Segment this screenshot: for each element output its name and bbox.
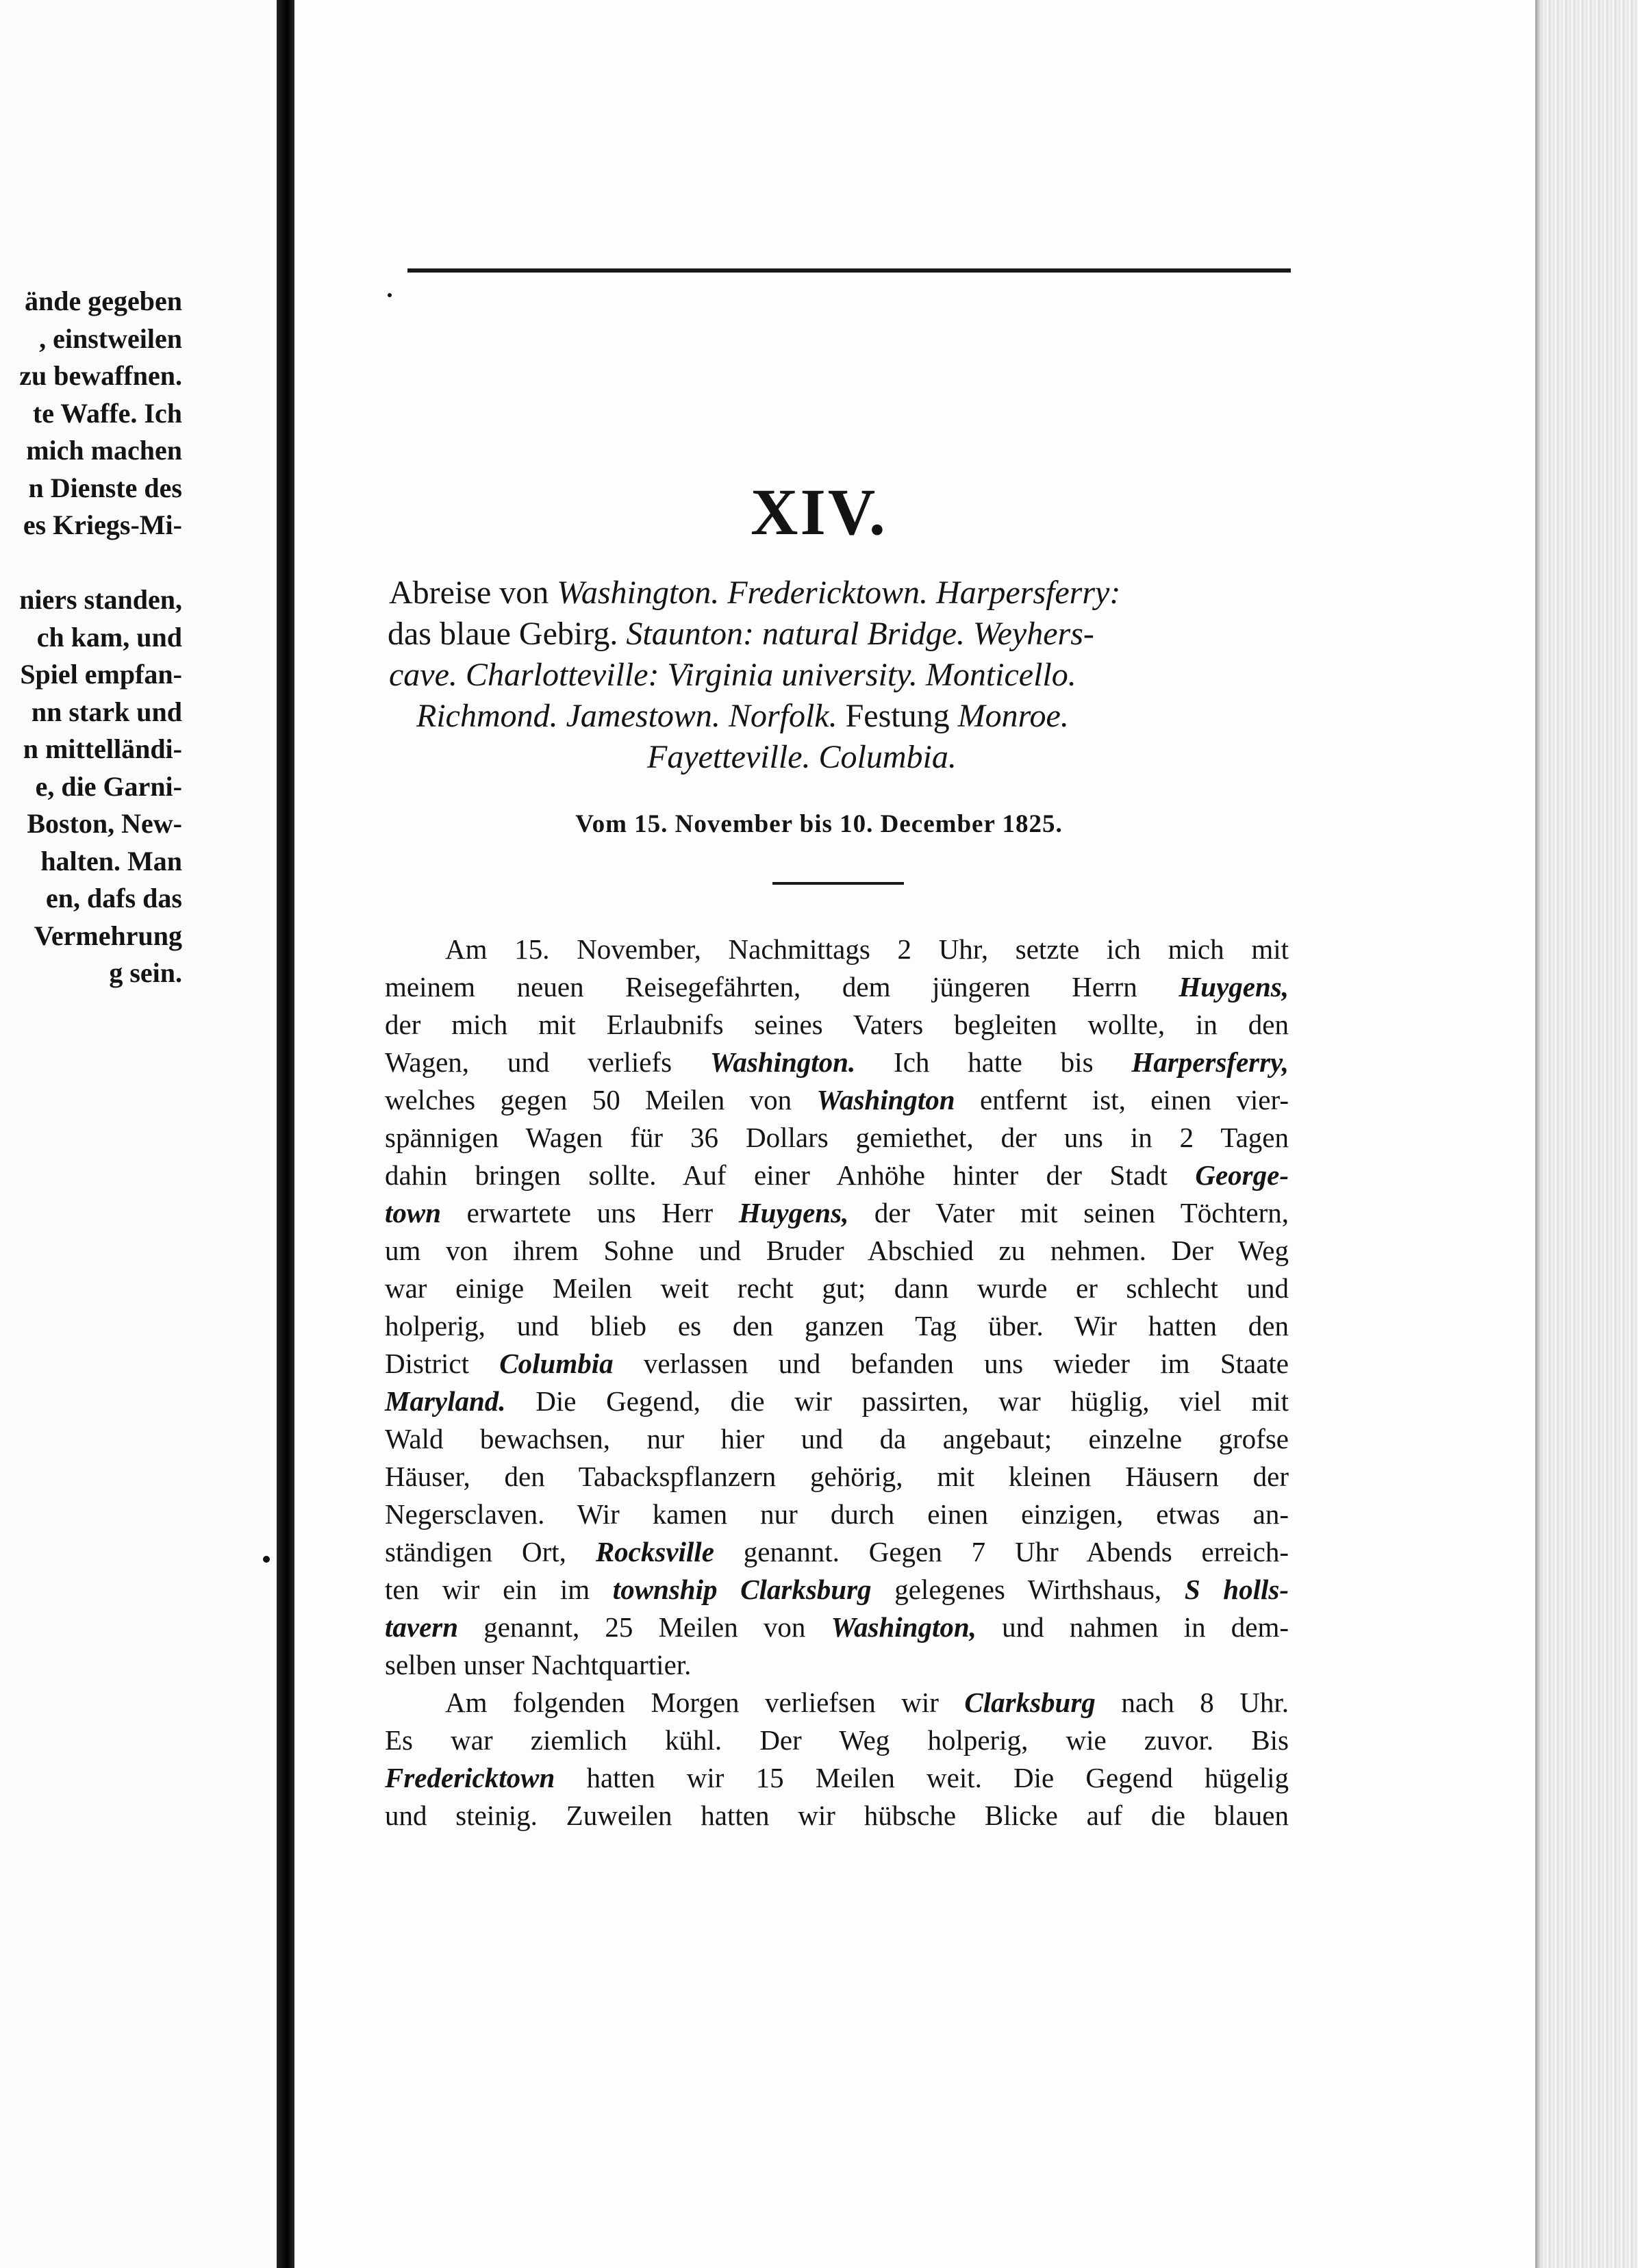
italic-text: cave. <box>389 657 457 693</box>
italic-text: Monticello. <box>925 657 1076 693</box>
text-run: Es war ziemlich kühl. Der Weg holperig, wie zuvor. Bis <box>385 1724 1289 1756</box>
top-rule <box>407 268 1291 273</box>
body-line <box>385 1538 1289 1566</box>
body-line <box>385 1576 1289 1604</box>
text-run <box>918 657 926 693</box>
left-page-line: te Waffe. Ich <box>32 397 182 429</box>
text-run: das blaue Gebirg. <box>388 616 627 652</box>
body-line <box>385 1237 1289 1265</box>
body-line <box>385 1312 1289 1340</box>
body-line <box>385 1274 1289 1302</box>
text-run: Häuser, den Tabackspflanzern gehörig, mit kleinen Häusern der <box>385 1461 1289 1492</box>
text-run <box>457 657 466 693</box>
text-run <box>719 575 727 611</box>
left-page-line: n mittelländi- <box>23 733 182 764</box>
body-line <box>385 1011 1289 1039</box>
text-run: entfernt ist, einen vier- <box>955 1084 1289 1116</box>
left-page-line: ch kam, und <box>36 621 182 653</box>
left-page-line: Vermehrung <box>34 920 182 951</box>
body-line <box>385 1199 1289 1227</box>
italic-text: Weyhers- <box>973 616 1094 652</box>
text-run: meinem neuen Reisegefährten, dem jüngeren Herrn <box>385 971 1179 1003</box>
left-page-line: e, die Garni- <box>35 770 182 802</box>
text-run: Ich hatte bis <box>855 1046 1132 1078</box>
page-edges <box>1535 0 1638 2268</box>
text-run: Festung <box>837 698 958 734</box>
text-run <box>928 575 936 611</box>
body-line <box>385 1350 1289 1378</box>
summary-line <box>647 741 957 774</box>
text-run: holperig, und blieb es den ganzen Tag über. Wir hatten den <box>385 1310 1289 1341</box>
body-line <box>385 1124 1289 1152</box>
text-run: Die Gegend, die wir passirten, war hüglig, viel mit <box>505 1385 1289 1417</box>
text-run: genannt, 25 Meilen von <box>458 1611 831 1643</box>
body-line <box>385 1425 1289 1453</box>
left-page-line: , einstweilen <box>39 323 182 354</box>
section-rule <box>772 882 904 885</box>
italic-text: Washington, <box>831 1611 977 1643</box>
text-run: um von ihrem Sohne und Bruder Abschied zu nehmen. Der Weg <box>385 1235 1289 1266</box>
ink-speck <box>263 1556 270 1563</box>
italic-text: Fayetteville. <box>647 739 811 775</box>
left-page-line: halten. Man <box>40 845 182 877</box>
summary-line <box>416 700 1069 733</box>
text-run: Negersclaven. Wir kamen nur durch einen einzigen, etwas an- <box>385 1498 1289 1530</box>
italic-text: Washington. <box>709 1046 856 1078</box>
body-line <box>385 1613 1289 1641</box>
text-run: Wagen, und verliefs <box>385 1046 710 1078</box>
body-line <box>385 1651 1289 1679</box>
italic-text: George- <box>1195 1159 1289 1191</box>
summary-line <box>389 577 1120 609</box>
italic-text: Columbia. <box>818 739 957 775</box>
body-line <box>385 1463 1289 1491</box>
text-run: ständigen Ort, <box>385 1536 596 1567</box>
text-run: gelegenes Wirthshaus, <box>871 1574 1185 1605</box>
italic-text: Charlotteville: Virginia university. <box>465 657 918 693</box>
italic-text: Washington <box>816 1084 955 1116</box>
body-line <box>385 1161 1289 1189</box>
italic-text: Maryland. <box>385 1385 506 1417</box>
italic-text: Huygens, <box>738 1197 849 1228</box>
italic-text: town <box>385 1197 442 1228</box>
text-run: District <box>385 1348 500 1379</box>
italic-text: Washington. <box>557 575 720 611</box>
text-run <box>558 698 566 734</box>
chapter-number: XIV. <box>751 475 887 549</box>
left-page-fragment <box>0 0 277 2268</box>
text-run: dahin bringen sollte. Auf einer Anhöhe hinter der Stadt <box>385 1159 1196 1191</box>
body-line <box>445 1689 1289 1717</box>
left-page-line: mich machen <box>26 435 182 466</box>
text-run: der mich mit Erlaubnifs seines Vaters begleiten wollte, in den <box>385 1009 1289 1040</box>
italic-text: Columbia <box>499 1348 614 1379</box>
italic-text: Harpersferry: <box>936 575 1121 611</box>
italic-text: Monroe. <box>957 698 1069 734</box>
summary-line <box>388 618 1094 651</box>
text-run: war einige Meilen weit recht gut; dann wurde er schlecht und <box>385 1272 1289 1304</box>
left-page-line: Spiel empfan- <box>20 659 182 690</box>
body-line <box>385 1726 1289 1754</box>
italic-text: township Clarksburg <box>612 1574 872 1605</box>
text-run <box>965 616 973 652</box>
italic-text: Rocksville <box>595 1536 714 1567</box>
text-run: hatten wir 15 Meilen weit. Die Gegend hügelig <box>555 1762 1289 1793</box>
left-page-line: en, dafs das <box>46 883 182 914</box>
left-page-line: nn stark und <box>31 696 182 727</box>
body-line <box>385 973 1289 1001</box>
book-gutter <box>277 0 294 2268</box>
text-run: ten wir ein im <box>385 1574 613 1605</box>
italic-text: Harpersferry, <box>1131 1046 1289 1078</box>
italic-text: Clarksburg <box>964 1687 1096 1718</box>
body-line <box>385 1048 1289 1076</box>
left-page-line: zu bewaffnen. <box>19 360 182 391</box>
body-line <box>385 1500 1289 1528</box>
italic-text: Jamestown. <box>566 698 720 734</box>
text-run: selben unser Nachtquartier. <box>385 1649 692 1680</box>
left-page-line: ände gegeben <box>25 286 182 316</box>
text-run: spännigen Wagen für 36 Dollars gemiethet, der uns in 2 Tagen <box>385 1122 1289 1153</box>
text-run: und nahmen in dem- <box>976 1611 1289 1643</box>
italic-text: Staunton: natural Bridge. <box>626 616 966 652</box>
chapter-dates: Vom 15. November bis 10. December 1825. <box>575 810 1063 838</box>
text-run <box>811 739 819 775</box>
text-run: Am 15. November, Nachmittags 2 Uhr, setzte ich mich mit <box>445 933 1289 965</box>
text-run: erwartete uns Herr <box>441 1197 739 1228</box>
text-run: verlassen und befanden uns wieder im Staate <box>613 1348 1289 1379</box>
text-run: genannt. Gegen 7 Uhr Abends erreich- <box>714 1536 1289 1567</box>
text-run: der Vater mit seinen Töchtern, <box>848 1197 1289 1228</box>
text-run: Am folgenden Morgen verliefsen wir <box>445 1687 965 1718</box>
text-run: nach 8 Uhr. <box>1095 1687 1289 1718</box>
left-page-line: Boston, New- <box>27 808 182 839</box>
italic-text: Huygens, <box>1179 971 1289 1003</box>
left-page-line: es Kriegs-Mi- <box>23 509 182 540</box>
italic-text: Richmond. <box>416 698 558 734</box>
italic-text: tavern <box>385 1611 459 1643</box>
left-page-line: niers standen, <box>19 584 182 615</box>
ink-speck <box>388 293 392 297</box>
italic-text: Fredericktown <box>385 1762 555 1793</box>
text-run: und steinig. Zuweilen hatten wir hübsche Blicke auf die blauen <box>385 1800 1289 1831</box>
body-line <box>385 1387 1289 1415</box>
text-run <box>720 698 729 734</box>
italic-text: S holls- <box>1184 1574 1289 1605</box>
left-page-line: n Dienste des <box>28 472 182 503</box>
left-page-line: g sein. <box>109 957 182 988</box>
italic-text: Norfolk. <box>728 698 837 734</box>
body-line <box>385 1802 1289 1830</box>
text-run: Abreise von <box>389 575 557 611</box>
body-line <box>445 935 1289 963</box>
text-run: Wald bewachsen, nur hier und da angebaut; einzelne grofse <box>385 1423 1289 1454</box>
body-line <box>385 1764 1289 1792</box>
summary-line <box>389 659 1076 692</box>
text-run: welches gegen 50 Meilen von <box>385 1084 817 1116</box>
body-line <box>385 1086 1289 1114</box>
italic-text: Fredericktown. <box>727 575 929 611</box>
